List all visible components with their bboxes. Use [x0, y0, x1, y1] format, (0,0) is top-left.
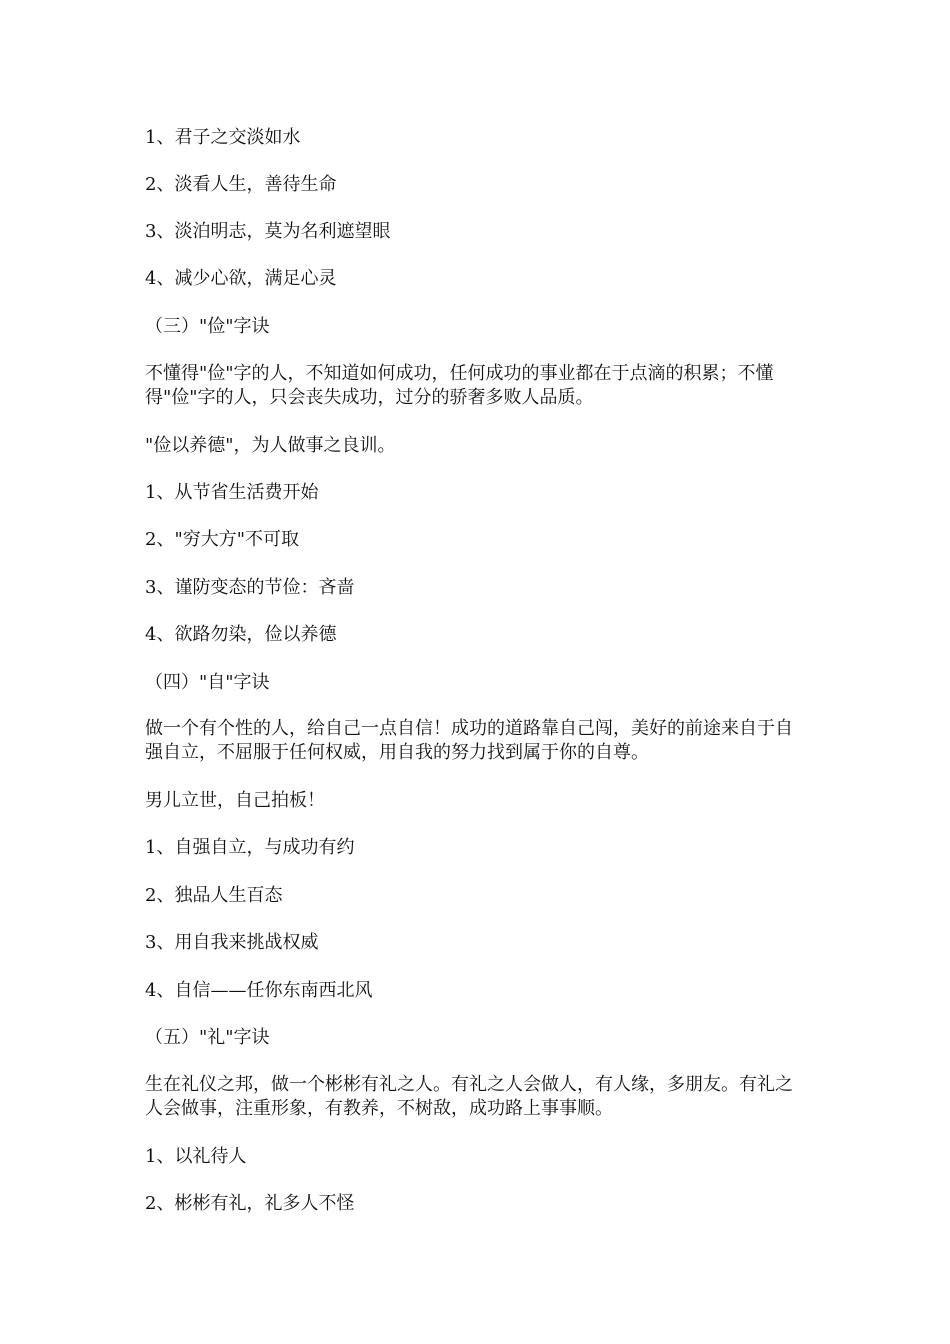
list-item: 1、以礼待人 [145, 1146, 247, 1167]
paragraph: 生在礼仪之邦，做一个彬彬有礼之人。有礼之人会做人，有人缘，多朋友。有礼之人会做事，注重形象，有教养，不树敌，成功路上事事顺。 [145, 1074, 793, 1119]
paragraph: 男儿立世，自己拍板！ [145, 790, 325, 811]
paragraph: 做一个有个性的人，给自己一点自信！成功的道路靠自己闯，美好的前途来自于自强自立，不屈服于任何权威，用自我的努力找到属于你的自尊。 [145, 718, 793, 763]
list-item: 3、淡泊明志，莫为名利遮望眼 [145, 221, 391, 242]
section-heading: （四）"自"字诀 [145, 672, 270, 693]
list-item: 4、减少心欲，满足心灵 [145, 268, 337, 289]
list-item: 2、淡看人生，善待生命 [145, 174, 337, 195]
section-heading: （五）"礼"字诀 [145, 1027, 270, 1048]
list-item: 3、用自我来挑战权威 [145, 932, 319, 953]
list-item: 4、欲路勿染，俭以养德 [145, 624, 337, 645]
section-heading: （三）"俭"字诀 [145, 316, 270, 337]
list-item: 4、自信——任你东南西北风 [145, 980, 373, 1001]
list-item: 2、彬彬有礼，礼多人不怪 [145, 1193, 355, 1214]
paragraph: "俭以养德"，为人做事之良训。 [145, 435, 396, 456]
paragraph: 不懂得"俭"字的人，不知道如何成功，任何成功的事业都在于点滴的积累；不懂得"俭"字的人，只会丧失成功，过分的骄奢多败人品质。 [145, 363, 774, 408]
list-item: 1、自强自立，与成功有约 [145, 837, 355, 858]
list-item: 2、独品人生百态 [145, 885, 283, 906]
list-item: 3、谨防变态的节俭：吝啬 [145, 577, 355, 598]
list-item: 1、君子之交淡如水 [145, 127, 301, 148]
list-item: 2、"穷大方"不可取 [145, 529, 300, 550]
list-item: 1、从节省生活费开始 [145, 482, 319, 503]
